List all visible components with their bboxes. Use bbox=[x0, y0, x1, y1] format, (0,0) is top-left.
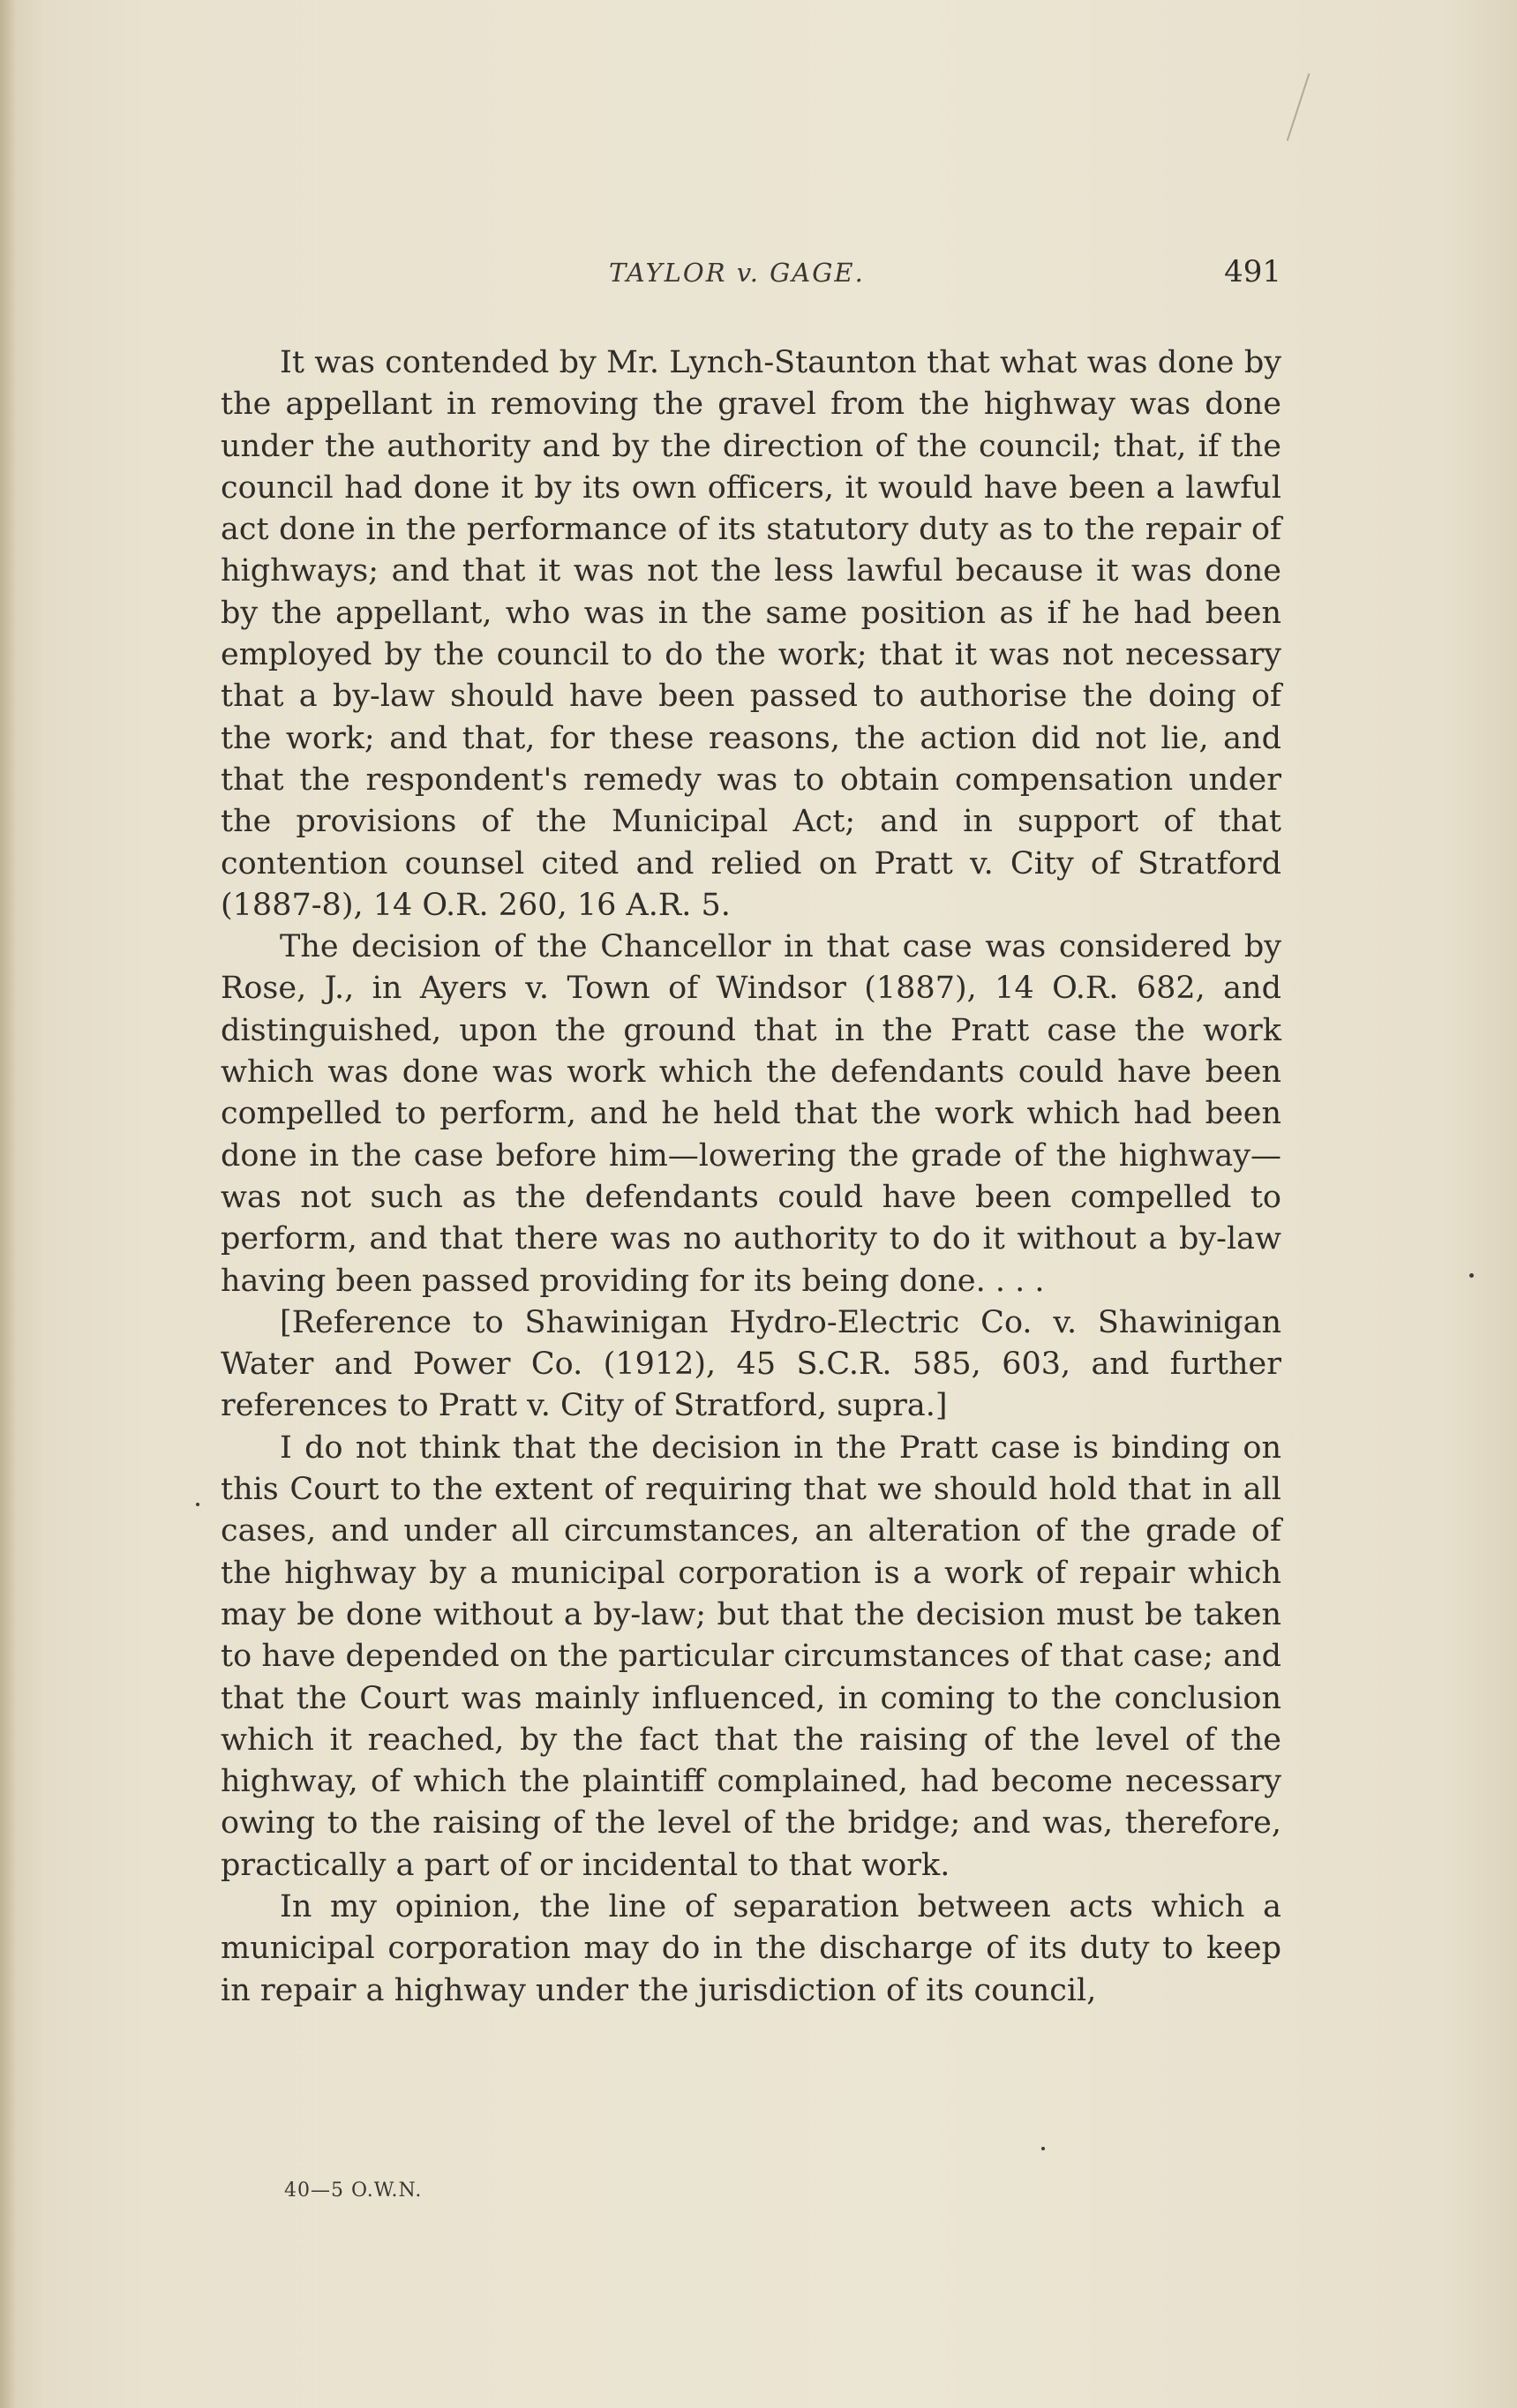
body-text bbox=[221, 342, 1281, 2012]
paragraph: In my opinion, the line of separation between acts which a municipal corporation may do in the discharge of its duty to keep in repair a highway under the jurisdiction of its council, bbox=[221, 1888, 1281, 2008]
paragraph: It was contended by Mr. Lynch-Staunton that what was done by the appellant in removing the gravel from the highway was done under the authority and by the direction of the council; that, if the council had done it by its own officers, it would have been a lawful act done in the performance of its statutory duty as to the repair of highways; and that it was not the less lawful because it was done by the appellant, who was in the same position as if he had been employed by the council to do the work; that it was not necessary that a by-law should have been passed to authorise the doing of the work; and that, for these reasons, the action did not lie, and that the respondent's remedy was to obtain compensation under the provisions of the Municipal Act; and in support of that contention counsel cited and relied on Pratt v. City of Stratford (1887-8), 14 O.R. 260, 16 A.R. 5. bbox=[221, 345, 1281, 923]
running-title: TAYLOR v. GAGE. bbox=[609, 258, 865, 288]
signature-mark: 40—5 O.W.N. bbox=[284, 2179, 423, 2202]
paragraph: The decision of the Chancellor in that case was considered by Rose, J., in Ayers v. Town of Windsor (1887), 14 O.R. 682, and distinguished, upon the ground that in the Pratt case the work which was done was work which the defendants could have been compelled to perform, and he held that the work which had been done in the case before him—lowering the grade of the highway—was not such as the defendants could have been compelled to perform, and that there was no authority to do it without a by-law having been passed providing for its being done. . . . bbox=[221, 929, 1281, 1299]
reference-note: [Reference to Shawinigan Hydro-Electric Co. v. Shawinigan Water and Power Co. (1912), 45 S.C.R. 585, 603, and further references to Pratt v. City of Stratford, supra.] bbox=[221, 1304, 1281, 1424]
pencil-mark bbox=[1287, 73, 1313, 142]
running-header bbox=[221, 254, 1281, 300]
ink-speck bbox=[196, 1503, 199, 1506]
paragraph: I do not think that the decision in the Pratt case is binding on this Court to the extent of requiring that we should hold that in all cases, and under all circumstances, an alteration of the grade of the highway by a municipal corporation is a work of repair which may be done without a by-law; but that the decision must be taken to have depended on the particular circumstances of that case; and that the Court was mainly influenced, in coming to the conclusion which it reached, by the fact that the raising of the level of the highway, of which the plaintiff complained, had become necessary owing to the raising of the level of the bridge; and was, therefore, practically a part of or incidental to that work. bbox=[221, 1429, 1281, 1883]
ink-speck bbox=[1469, 1273, 1474, 1278]
ink-speck bbox=[1041, 2147, 1045, 2150]
page-edge-shadow bbox=[0, 0, 16, 2408]
page-number: 491 bbox=[1224, 254, 1281, 289]
